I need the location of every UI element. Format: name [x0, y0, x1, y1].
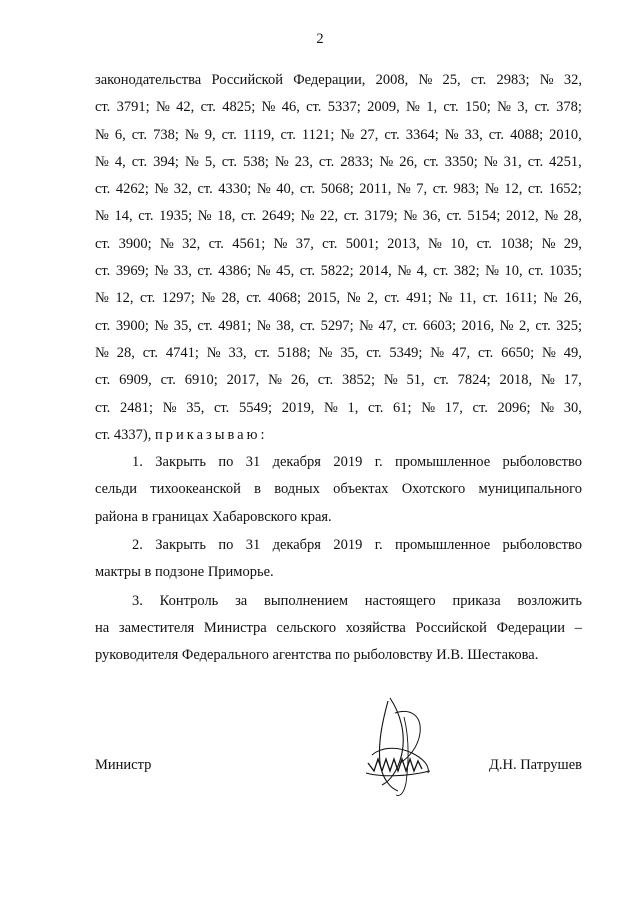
text-line: № 6, ст. 738; № 9, ст. 1119, ст. 1121; № 27, ст. 3364; № 33, ст. 4088; 2010,: [95, 126, 582, 143]
text-line: мактры в подзоне Приморье.: [95, 564, 274, 581]
text-line: № 4, ст. 394; № 5, ст. 538; № 23, ст. 2833; № 26, ст. 3350; № 31, ст. 4251,: [95, 153, 582, 170]
order-word: приказываю:: [155, 426, 268, 443]
order-item-1: [95, 449, 582, 531]
text-line: № 14, ст. 1935; № 18, ст. 2649; № 22, ст. 3179; № 36, ст. 5154; 2012, № 28,: [95, 208, 582, 225]
text-line: ст. 2481; № 35, ст. 5549; 2019, № 1, ст. 61; № 17, ст. 2096; № 30,: [95, 399, 582, 416]
signature-block: [95, 757, 582, 787]
text-line: № 28, ст. 4741; № 33, ст. 5188; № 35, ст. 5349; № 47, ст. 6650; № 49,: [95, 344, 582, 361]
text-line: руководителя Федерального агентства по рыболовству И.В. Шестакова.: [95, 647, 539, 664]
order-items: [95, 449, 582, 669]
text-line: на заместителя Министра сельского хозяйства Российской Федерации –: [95, 619, 582, 636]
text-line: ст. 3900; № 35, ст. 4981; № 38, ст. 5297; № 47, ст. 6603; 2016, № 2, ст. 325;: [95, 317, 582, 334]
order-item-2: [95, 532, 582, 587]
order-item-3: [95, 588, 582, 670]
text-line: сельди тихоокеанской в водных объектах Охотского муниципального: [95, 481, 582, 498]
text-line: ст. 3900; № 32, ст. 4561; № 37, ст. 5001; 2013, № 10, ст. 1038; № 29,: [95, 235, 582, 252]
text-line: законодательства Российской Федерации, 2008, № 25, ст. 2983; № 32,: [95, 72, 582, 88]
signer-name: Д.Н. Патрушев: [488, 757, 582, 773]
page-number: 2: [316, 31, 324, 47]
signer-title: Министр: [95, 757, 152, 773]
text-line: района в границах Хабаровского края.: [95, 508, 332, 525]
text-line: ст. 6909, ст. 6910; 2017, № 26, ст. 3852; № 51, ст. 7824; 2018, № 17,: [95, 372, 582, 389]
document-body: [95, 67, 582, 670]
text-line: 2. Закрыть по 31 декабря 2019 г. промышленное рыболовство: [132, 537, 582, 554]
text-line: № 12, ст. 1297; № 28, ст. 4068; 2015, № 2, ст. 491; № 11, ст. 1611; № 26,: [95, 290, 582, 307]
order-line-prefix: ст. 4337),: [95, 426, 152, 443]
text-line: ст. 3791; № 42, ст. 4825; № 46, ст. 5337; 2009, № 1, ст. 150; № 3, ст. 378;: [95, 99, 582, 116]
legal-references: [95, 67, 582, 422]
text-line: ст. 4262; № 32, ст. 4330; № 40, ст. 5068; 2011, № 7, ст. 983; № 12, ст. 1652;: [95, 181, 582, 198]
text-line: 1. Закрыть по 31 декабря 2019 г. промышленное рыболовство: [132, 454, 582, 471]
text-line: 3. Контроль за выполнением настоящего приказа возложить: [132, 592, 582, 609]
order-line: [95, 422, 582, 449]
text-line: ст. 3969; № 33, ст. 4386; № 45, ст. 5822; 2014, № 4, ст. 382; № 10, ст. 1035;: [95, 263, 582, 280]
